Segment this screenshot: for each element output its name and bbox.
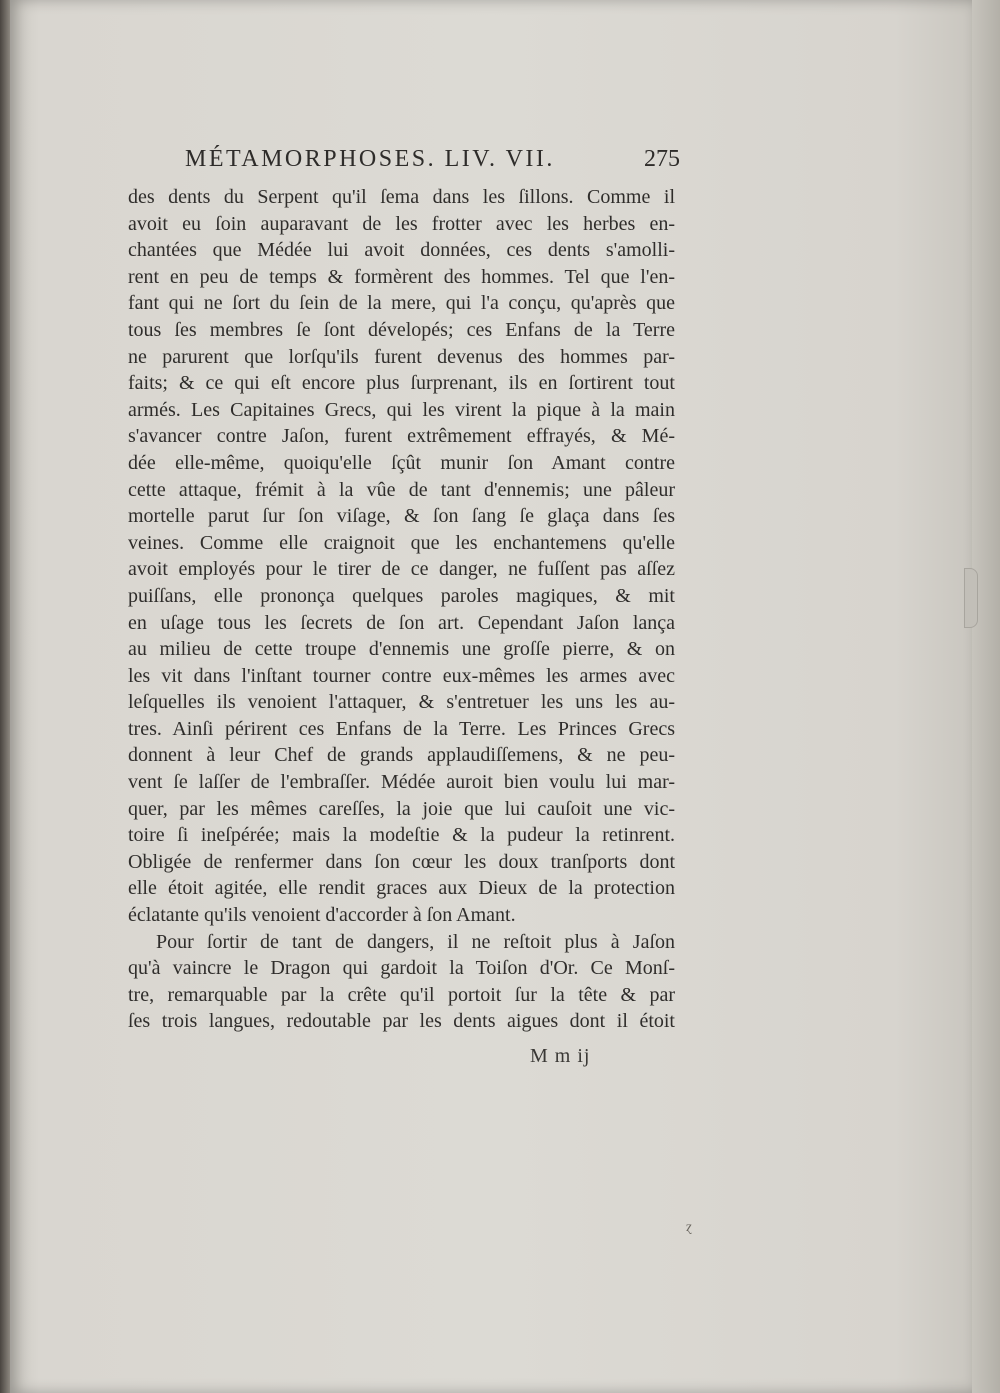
text-line: avoit employés pour le tirer de ce danger, ne fuſſent pas aſſez	[128, 558, 675, 581]
page-edge	[972, 0, 1000, 1393]
text-line: éclatante qu'ils venoient d'accorder à ſon Amant.	[128, 904, 516, 927]
text-line: ne parurent que lorſqu'ils furent devenus des hommes par-	[128, 345, 675, 368]
body-text	[128, 184, 675, 1035]
text-line: elle étoit agitée, elle rendit graces aux Dieux de la protection	[128, 877, 675, 900]
text-line: armés. Les Capitaines Grecs, qui les virent la pique à la main	[128, 398, 675, 421]
text-line: dée elle-même, quoiqu'elle ſçût munir ſon Amant contre	[128, 451, 675, 474]
text-line: toire ſi ineſpérée; mais la modeſtie & la pudeur la retinrent.	[128, 824, 675, 847]
text-line: vent ſe laſſer de l'embraſſer. Médée auroit bien voulu lui mar-	[128, 771, 675, 794]
text-line: tre, remarquable par la crête qu'il portoit ſur la tête & par	[128, 983, 675, 1006]
text-line: veines. Comme elle craignoit que les enchantemens qu'elle	[128, 531, 675, 554]
text-line: tous ſes membres ſe ſont dévelopés; ces Enfans de la Terre	[128, 318, 675, 341]
text-line: s'avancer contre Jaſon, furent extrêmement effrayés, & Mé-	[128, 425, 675, 448]
text-line: donnent à leur Chef de grands applaudiſſemens, & ne peu-	[128, 744, 675, 767]
text-line: cette attaque, frémit à la vûe de tant d'ennemis; une pâleur	[128, 478, 675, 501]
text-line: en uſage tous les ſecrets de ſon art. Cependant Jaſon lança	[128, 611, 675, 634]
signature-mark: M m ij	[530, 1045, 591, 1067]
text-line: mortelle parut ſur ſon viſage, & ſon ſang ſe glaça dans ſes	[128, 505, 675, 528]
text-line: les vit dans l'inſtant tourner contre eux-mêmes les armes avec	[128, 664, 675, 687]
text-line: Pour ſortir de tant de dangers, il ne reſtoit plus à Jaſon	[156, 930, 675, 953]
text-line: puiſſans, elle prononça quelques paroles magiques, & mit	[128, 584, 675, 607]
running-head: MÉTAMORPHOSES. LIV. VII.	[185, 146, 555, 172]
text-line: tres. Ainſi périrent ces Enfans de la Terre. Les Princes Grecs	[128, 717, 675, 740]
page-header	[185, 146, 680, 180]
text-line: Obligée de renfermer dans ſon cœur les doux tranſports dont	[128, 850, 675, 873]
stray-mark: ɀ	[686, 1220, 693, 1235]
text-line: faits; & ce qui eſt encore plus ſurprenant, ils en ſortirent tout	[128, 372, 675, 395]
text-line: quer, par les mêmes careſſes, la joie que lui cauſoit une vic-	[128, 797, 675, 820]
text-line: chantées que Médée lui avoit données, ces dents s'amolli-	[128, 239, 675, 262]
page-number: 275	[644, 146, 680, 172]
text-line: qu'à vaincre le Dragon qui gardoit la Toiſon d'Or. Ce Monſ-	[128, 957, 675, 980]
text-line: fant qui ne ſort du ſein de la mere, qui l'a conçu, qu'après que	[128, 292, 675, 315]
text-line: ſes trois langues, redoutable par les dents aigues dont il étoit	[128, 1010, 675, 1033]
page-tab	[964, 568, 978, 628]
book-page	[10, 0, 972, 1393]
text-line: leſquelles ils venoient l'attaquer, & s'entretuer les uns les au-	[128, 691, 675, 714]
text-line: rent en peu de temps & formèrent des hommes. Tel que l'en-	[128, 265, 675, 288]
text-line: des dents du Serpent qu'il ſema dans les ſillons. Comme il	[128, 186, 675, 208]
text-line: avoit eu ſoin auparavant de les frotter avec les herbes en-	[128, 212, 675, 235]
binding-gutter	[0, 0, 10, 1393]
text-line: au milieu de cette troupe d'ennemis une groſſe pierre, & on	[128, 638, 675, 661]
